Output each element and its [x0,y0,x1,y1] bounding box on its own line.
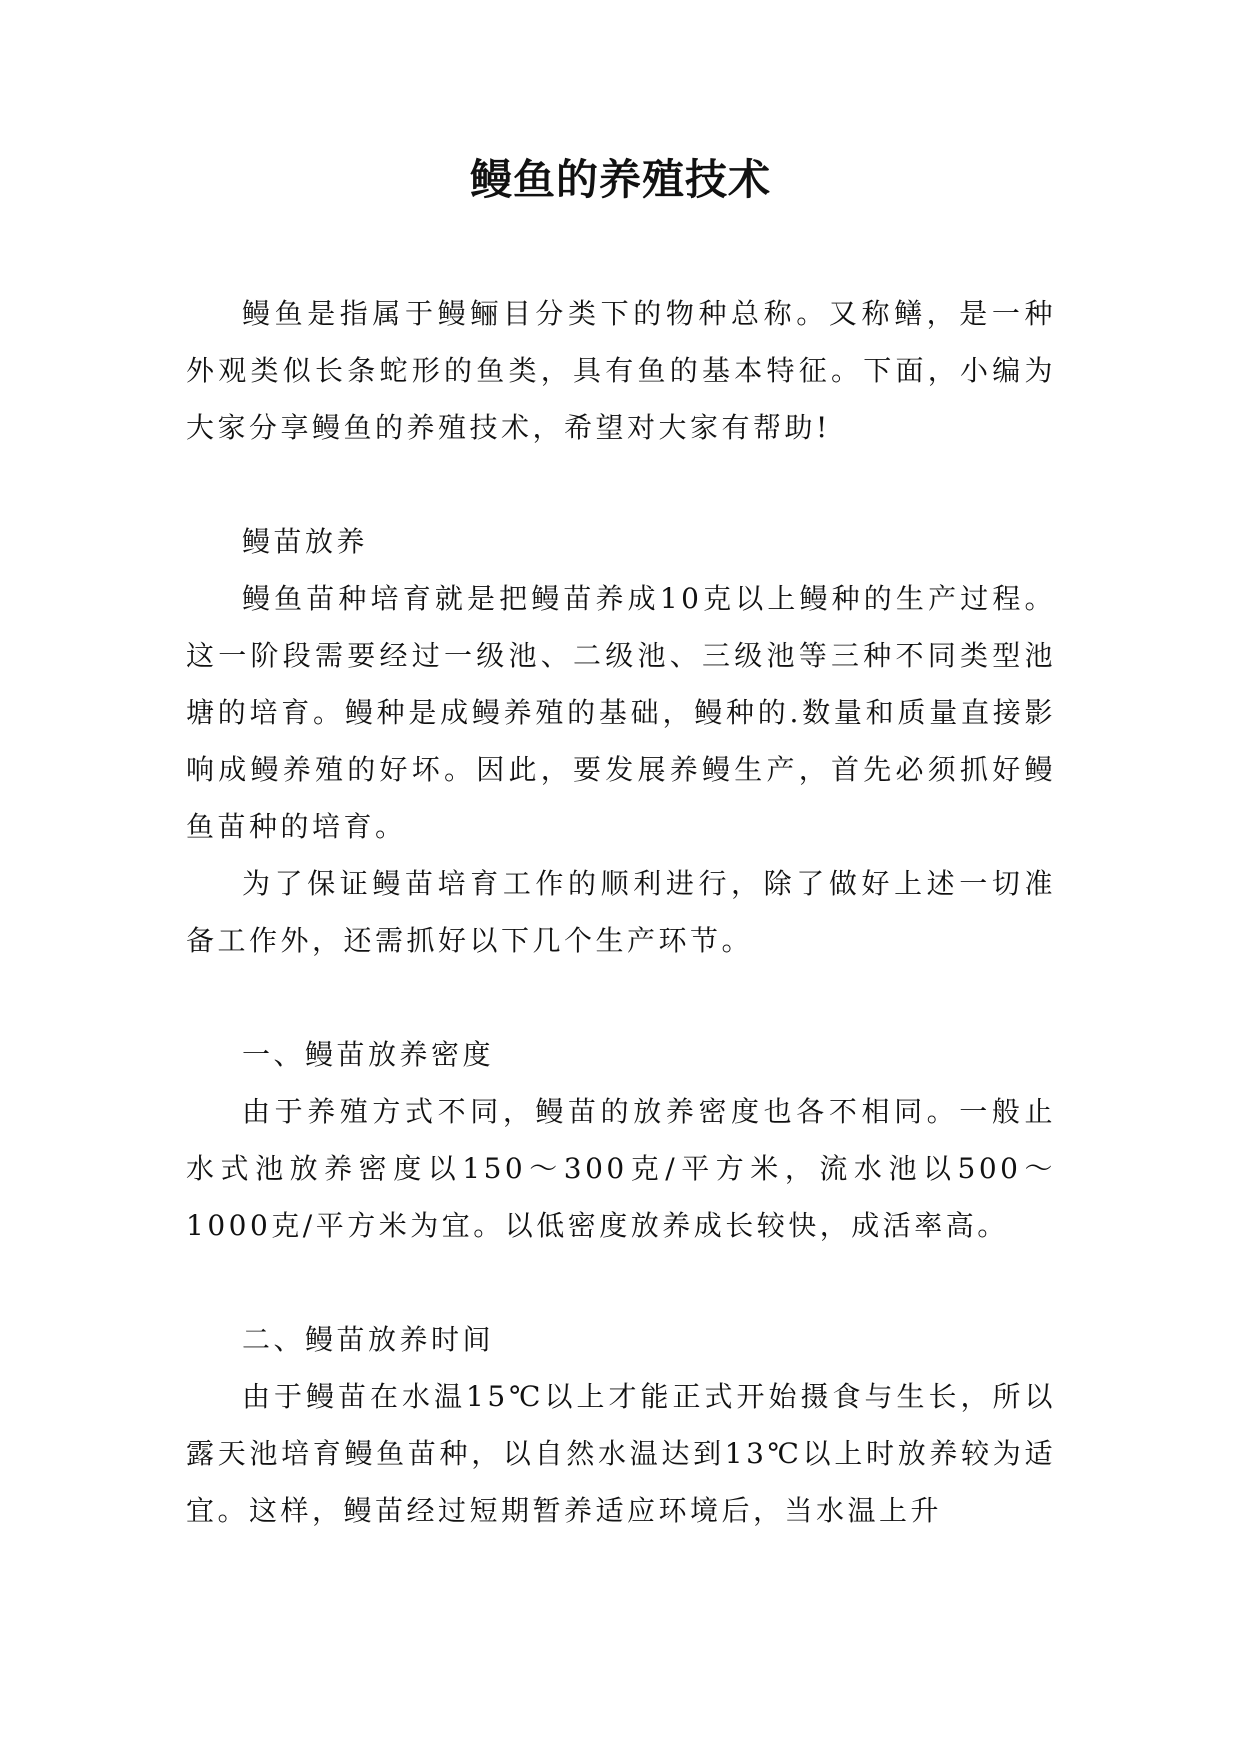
section-heading-stocking-time: 二、鳗苗放养时间 [242,1323,495,1356]
section-heading-fry-stocking: 鳗苗放养 [242,525,369,558]
paragraph-spacer [186,456,1056,513]
stocking-time-paragraph: 由于鳗苗在水温15℃以上才能正式开始摄食与生长，所以露天池培育鳗鱼苗种，以自然水温达到13℃以上时放养较为适宜。这样，鳗苗经过短期暂养适应环境后，当水温上升 [186,1380,1056,1527]
production-steps-paragraph: 为了保证鳗苗培育工作的顺利进行，除了做好上述一切准备工作外，还需抓好以下几个生产环节。 [186,867,1056,957]
document-body [186,285,1056,1539]
section-heading-stocking-density: 一、鳗苗放养密度 [242,1038,495,1071]
intro-paragraph: 鳗鱼是指属于鳗鲡目分类下的物种总称。又称鳝，是一种外观类似长条蛇形的鱼类，具有鱼的基本特征。下面，小编为大家分享鳗鱼的养殖技术，希望对大家有帮助! [186,297,1056,444]
paragraph-spacer [186,969,1056,1026]
paragraph-spacer [186,1254,1056,1311]
stocking-density-paragraph: 由于养殖方式不同，鳗苗的放养密度也各不相同。一般止水式池放养密度以150～300克/平方米，流水池以500～1000克/平方米为宜。以低密度放养成长较快，成活率高。 [186,1095,1056,1242]
document-title: 鳗鱼的养殖技术 [469,155,771,204]
fry-cultivation-paragraph: 鳗鱼苗种培育就是把鳗苗养成10克以上鳗种的生产过程。这一阶段需要经过一级池、二级池、三级池等三种不同类型池塘的培育。鳗种是成鳗养殖的基础，鳗种的.数量和质量直接影响成鳗养殖的好坏。因此，要发展养鳗生产，首先必须抓好鳗鱼苗种的培育。 [186,582,1056,843]
